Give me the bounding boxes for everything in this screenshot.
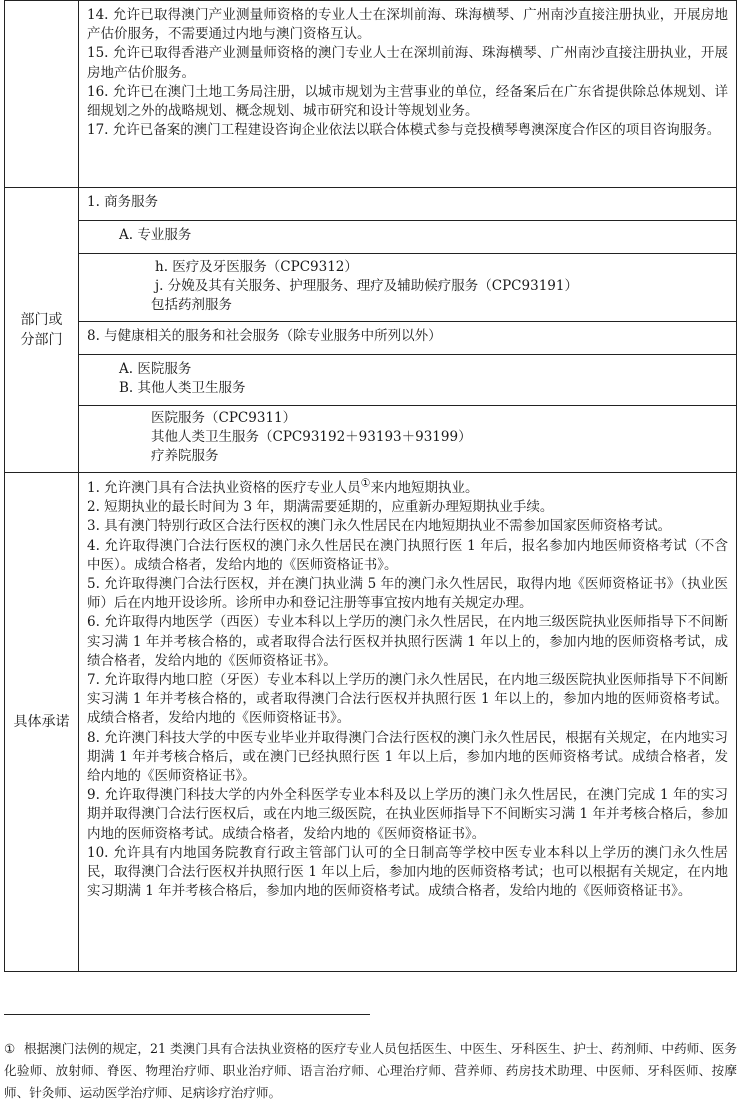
continuation-content-cell	[79, 1, 737, 188]
sector-level3-medical: h. 医疗及牙医服务（CPC9312） j. 分娩及其有关服务、护理服务、理疗及辅助候疗服务（CPC93191） 包括药剂服务	[79, 254, 736, 322]
list-item: 17. 允许已备案的澳门工程建设咨询企业依法以联合体模式参与竞投横琴粤澳深度合作区的项目咨询服务。	[87, 122, 721, 139]
footnote	[4, 1038, 737, 1104]
sector-level3-hospital-cpc: 医院服务（CPC9311） 其他人类卫生服务（CPC93192＋93193＋93199） 疗养院服务	[151, 410, 472, 464]
list-item: 10. 允许具有内地国务院教育行政主管部门认可的全日制高等学校中医专业本科以上学历的澳门永久性居民，取得澳门合法行医权并执照行医 1 年以上后，参加内地的医师资格考试；也可以根据有关规定，在内地实习期满 1 年并考核合格后，参加内地的医师资格考试。成绩合格者，发给内地的《医师资格证书》。	[87, 844, 728, 900]
commitment-label: 具体承诺	[5, 473, 79, 972]
footnote-divider	[4, 1014, 370, 1015]
sector-level1-business: 1. 商务服务	[79, 188, 736, 221]
list-item: 5. 允许取得澳门合法行医权，并在澳门执业满 5 年的澳门永久性居民，取得内地《医师资格证书》（执业医师）后在内地开设诊所。诊所申办和登记注册等事宜按内地有关规定办理。	[87, 576, 728, 612]
continuation-label-cell	[5, 1, 79, 188]
commitment-row	[5, 473, 737, 972]
sector-content-cell	[79, 188, 737, 473]
list-item: 16. 允许已在澳门土地工务局注册，以城市规划为主营事业的单位，经备案后在广东省提供除总体规划、详细规划之外的战略规划、概念规划、城市研究和设计等规划业务。	[87, 83, 728, 120]
sector-row	[5, 188, 737, 473]
sector-level1-health: 8. 与健康相关的服务和社会服务（除专业服务中所列以外）	[79, 322, 736, 355]
continuation-row	[5, 1, 737, 188]
list-item: 2. 短期执业的最长时间为 3 年，期满需要延期的，应重新办理短期执业手续。	[87, 499, 554, 516]
list-item: 14. 允许已取得澳门产业测量师资格的专业人士在深圳前海、珠海横琴、广州南沙直接注册执业，开展房地产估价服务，不需要通过内地与澳门资格互认。	[87, 7, 728, 43]
commitment-table	[4, 0, 737, 972]
footnote-text: 根据澳门法例的规定，21 类澳门具有合法执业资格的医疗专业人员包括医生、中医生、牙科医生、护士、药剂师、中药师、医务化验师、放射师、脊医、物理治疗师、职业治疗师、语言治疗师、心理治疗师、营养师、药房技术助理、中医师、牙科医师、按摩师、针灸师、运动医学治疗师、足病诊疗治疗师。	[4, 1041, 737, 1100]
list-item: 15. 允许已取得香港产业测量师资格的澳门专业人士在深圳前海、珠海横琴、广州南沙直接注册执业，开展房地产估价服务。	[87, 45, 728, 81]
sector-level2-professional: A. 专业服务	[79, 221, 736, 254]
list-item: 3. 具有澳门特别行政区合法行医权的澳门永久性居民在内地短期执业不需参加国家医师资格考试。	[87, 518, 672, 535]
list-item: 4. 允许取得澳门合法行医权的澳门永久性居民在澳门执照行医 1 年后，报名参加内地医师资格考试（不含中医）。成绩合格者，发给内地的《医师资格证书》。	[87, 537, 728, 573]
document-page	[4, 0, 737, 972]
list-item: 7. 允许取得内地口腔（牙医）专业本科以上学历的澳门永久性居民，在内地三级医院执业医师指导下不间断实习满 1 年并考核合格的，或者取得澳门合法行医权并执照行医 1 年以上的，参加内地的医师资格考试。成绩合格者，发给内地的《医师资格证书》。	[87, 672, 728, 727]
list-item: 6. 允许取得内地医学（西医）专业本科以上学历的澳门永久性居民，在内地三级医院执业医师指导下不间断实习满 1 年并考核合格的，或者取得合法行医权并执照行医满 1 年以上的，参加内地的医师资格考试，成绩合格者，发给内地的《医师资格证书》。	[87, 614, 728, 669]
commitment-content-cell	[79, 473, 737, 972]
sector-label: 部门或 分部门	[5, 188, 79, 473]
footnote-reference[interactable]: ①	[360, 476, 371, 490]
footnote-number: ①	[4, 1041, 16, 1056]
sector-level2-hospital: A. 医院服务 B. 其他人类卫生服务	[79, 355, 736, 406]
list-item: 1. 允许澳门具有合法执业资格的医疗专业人员①来内地短期执业。	[87, 476, 479, 496]
list-item: 8. 允许澳门科技大学的中医专业毕业并取得澳门合法行医权的澳门永久性居民，根据有关规定，在内地实习期满 1 年并考核合格后，或在澳门已经执照行医 1 年以上后，参加内地的医师资格考试。成绩合格者，发给内地的《医师资格证书》。	[87, 729, 728, 785]
list-item: 9. 允许取得澳门科技大学的内外全科医学专业本科及以上学历的澳门永久性居民，在澳门完成 1 年的实习期并取得澳门合法行医权后，或在内地三级医院，在执业医师指导下不间断实习满 1 年并考核合格后，参加内地的医师资格考试。成绩合格者，发给内地的《医师资格证书》。	[87, 787, 728, 842]
